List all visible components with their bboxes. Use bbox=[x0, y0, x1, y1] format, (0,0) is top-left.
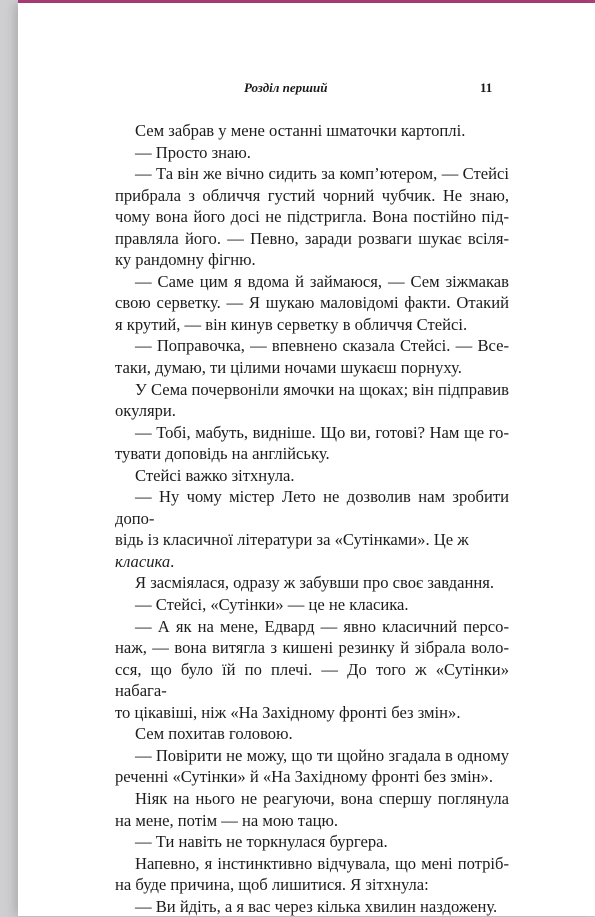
text-line: свою серветку. — Я шукаю маловідомі факти. Отакий bbox=[115, 293, 509, 313]
paragraph bbox=[115, 594, 509, 616]
text-line: відь із класичної літератури за «Сутінками». Це ж класика. bbox=[115, 530, 469, 571]
text-line: я крутий, — він кинув серветку в обличчя Стейсі. bbox=[115, 314, 468, 334]
paragraph bbox=[115, 142, 509, 164]
text-line: — А як на мене, Едвард — явно класичний персо- bbox=[135, 616, 509, 636]
text-line: окуляри. bbox=[115, 401, 176, 421]
paragraph bbox=[115, 745, 509, 788]
text-line: — Та він же вічно сидить за комп’ютером, — Стейсі bbox=[135, 164, 509, 184]
text-line: — Стейсі, «Сутінки» — це не класика. bbox=[135, 595, 409, 615]
text-line: — Просто знаю. bbox=[135, 142, 251, 162]
text-line: — Тобі, мабуть, видніше. Що ви, готові? Нам ще го- bbox=[135, 422, 509, 442]
paragraph bbox=[115, 120, 509, 142]
text-line: Я засміялася, одразу ж забувши про своє завдання. bbox=[135, 573, 495, 593]
text-line: — Ви йдіть, а я вас через кілька хвилин наздожену. bbox=[135, 896, 498, 916]
text-line: — Ну чому містер Лето не дозволив нам зробити допо- bbox=[115, 487, 509, 528]
paragraph bbox=[115, 896, 509, 917]
paragraph bbox=[115, 465, 509, 487]
text-line: Ніяк на нього не реагуючи, вона спершу поглянула bbox=[135, 788, 509, 808]
paragraph bbox=[115, 379, 509, 422]
text-line: — Поправочка, — впевнено сказала Стейсі. — Все- bbox=[135, 336, 509, 356]
text-line: таки, думаю, ти цілими ночами шукаєш порнуху. bbox=[115, 358, 462, 378]
emphasis: класика bbox=[115, 551, 171, 571]
paragraph bbox=[115, 271, 509, 336]
page-text bbox=[115, 120, 509, 917]
text-line: сся, що було їй по плечі. — До того ж «Сутінки» набага- bbox=[115, 659, 509, 701]
text-line: чому вона його досі не підстригла. Вона постійно під- bbox=[115, 207, 509, 227]
text-line: ку рандомну фігню. bbox=[115, 250, 256, 270]
text-line: Стейсі важко зітхнула. bbox=[135, 465, 295, 485]
chapter-title: Розділ перший bbox=[244, 80, 328, 95]
paragraph bbox=[115, 572, 509, 594]
text-line: на мене, потім — на мою тацю. bbox=[115, 810, 338, 830]
text-line: — Ти навіть не торкнулася бургера. bbox=[135, 832, 388, 852]
text-line: тувати доповідь на англійську. bbox=[115, 444, 330, 464]
text-line: то цікавіші, ніж «На Західному фронті без змін». bbox=[115, 702, 461, 722]
text-line: — Повірити не можу, що ти щойно згадала в одному bbox=[135, 745, 509, 765]
paragraph bbox=[115, 788, 509, 831]
text-line: прибрала з обличчя густий чорний чубчик. Не знаю, bbox=[115, 185, 509, 205]
paragraph bbox=[115, 831, 509, 853]
text-line: реченні «Сутінки» й «На Західному фронті без змін». bbox=[115, 767, 494, 787]
paragraph bbox=[115, 486, 509, 572]
page-number: 11 bbox=[480, 80, 493, 95]
paragraph bbox=[115, 723, 509, 745]
text-line: Сем забрав у мене останні шматочки картоплі. bbox=[135, 121, 466, 140]
text-line: — Саме цим я вдома й займаюся, — Сем зіжмакав bbox=[135, 271, 509, 291]
book-page bbox=[18, 3, 595, 916]
text-line: на буде причина, щоб лишитися. Я зітхнула: bbox=[115, 875, 429, 895]
text-line: наж, — вона витягла з кишені резинку й зібрала воло- bbox=[115, 638, 509, 658]
text-line: Напевно, я інстинктивно відчувала, що мені потріб- bbox=[135, 853, 509, 873]
text-line: У Сема почервоніли ямочки на щоках; він підправив bbox=[135, 379, 509, 399]
text-line: правляла його. — Певно, заради розваги шукає всіля- bbox=[115, 228, 509, 248]
paragraph bbox=[115, 163, 509, 271]
paragraph bbox=[115, 335, 509, 378]
paragraph bbox=[115, 616, 509, 724]
paragraph bbox=[115, 422, 509, 465]
paragraph bbox=[115, 853, 509, 896]
text-line: Сем похитав головою. bbox=[135, 724, 293, 744]
running-head bbox=[18, 80, 595, 98]
